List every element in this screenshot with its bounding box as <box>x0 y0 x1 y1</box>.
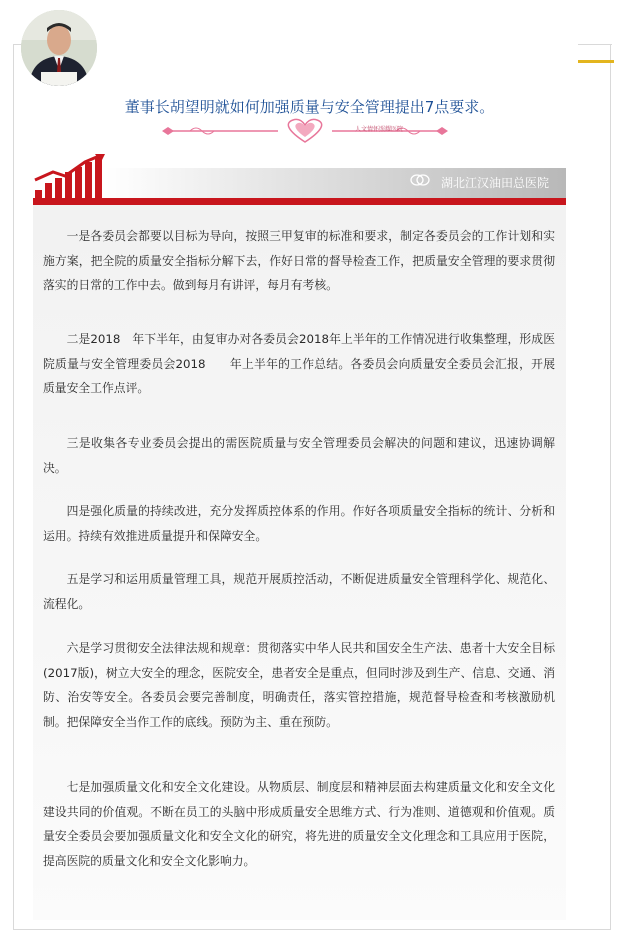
divider-label: 人文情怀照耀医院 <box>355 126 404 133</box>
headline: 董事长胡望明就如何加强质量与安全管理提出7点要求。 <box>124 98 495 116</box>
paragraph-5: 五是学习和运用质量管理工具，规范开展质控活动，不断促进质量安全管理科学化、规范化、流程化。 <box>43 572 555 611</box>
paragraph-3: 三是收集各专业委员会提出的需医院质量与安全管理委员会解决的问题和建议，迅速协调解决。 <box>43 436 555 475</box>
heart-divider-ornament <box>160 117 450 145</box>
frame-top-edge-right <box>578 44 612 45</box>
hospital-name: 湖北江汉油田总医院 <box>440 176 549 190</box>
banner-red-line <box>33 198 566 205</box>
paragraph-6: 六是学习贯彻安全法律法规和规章：贯彻落实中华人民共和国安全生产法、患者十大安全目标(2017版)，树立大安全的理念，医院安全，患者安全是重点，但同时涉及到生产、信息、交通、消防、治安等安全。各委员会要完善制度，明确责任，落实管控措施，规范督导检查和考核激励机制。把保障安全当作工作的底线。预防为主、重在预防。 <box>43 641 555 729</box>
hospital-logo-icon <box>410 173 430 187</box>
gold-accent-line <box>578 60 614 63</box>
paragraph-2: 二是2018 年下半年，由复审办对各委员会2018年上半年的工作情况进行收集整理，形成医院质量与安全管理委员会2018 年上半年的工作总结。各委员会向质量安全委员会汇报，开展质量安全工作点评。 <box>43 332 555 395</box>
paragraph-1: 一是各委员会都要以目标为导向，按照三甲复审的标准和要求，制定各委员会的工作计划和实施方案，把全院的质量安全指标分解下去，作好日常的督导检查工作，把质量安全管理的要求贯彻落实的日常的工作中去。做到每月有讲评，每月有考核。 <box>43 229 555 292</box>
paragraph-4: 四是强化质量的持续改进，充分发挥质控体系的作用。作好各项质量安全指标的统计、分析和运用。持续有效推进质量提升和保障安全。 <box>43 504 555 543</box>
paragraph-7: 七是加强质量文化和安全文化建设。从物质层、制度层和精神层面去构建质量文化和安全文化建设共同的价值观。不断在员工的头脑中形成质量安全思维方式、行为准则、道德观和价值观。质量安全委员会要加强质量文化和安全文化的研究，将先进的质量安全文化理念和工具应用于医院，提高医院的质量文化和安全文化影响力。 <box>43 780 555 868</box>
avatar <box>21 10 97 86</box>
